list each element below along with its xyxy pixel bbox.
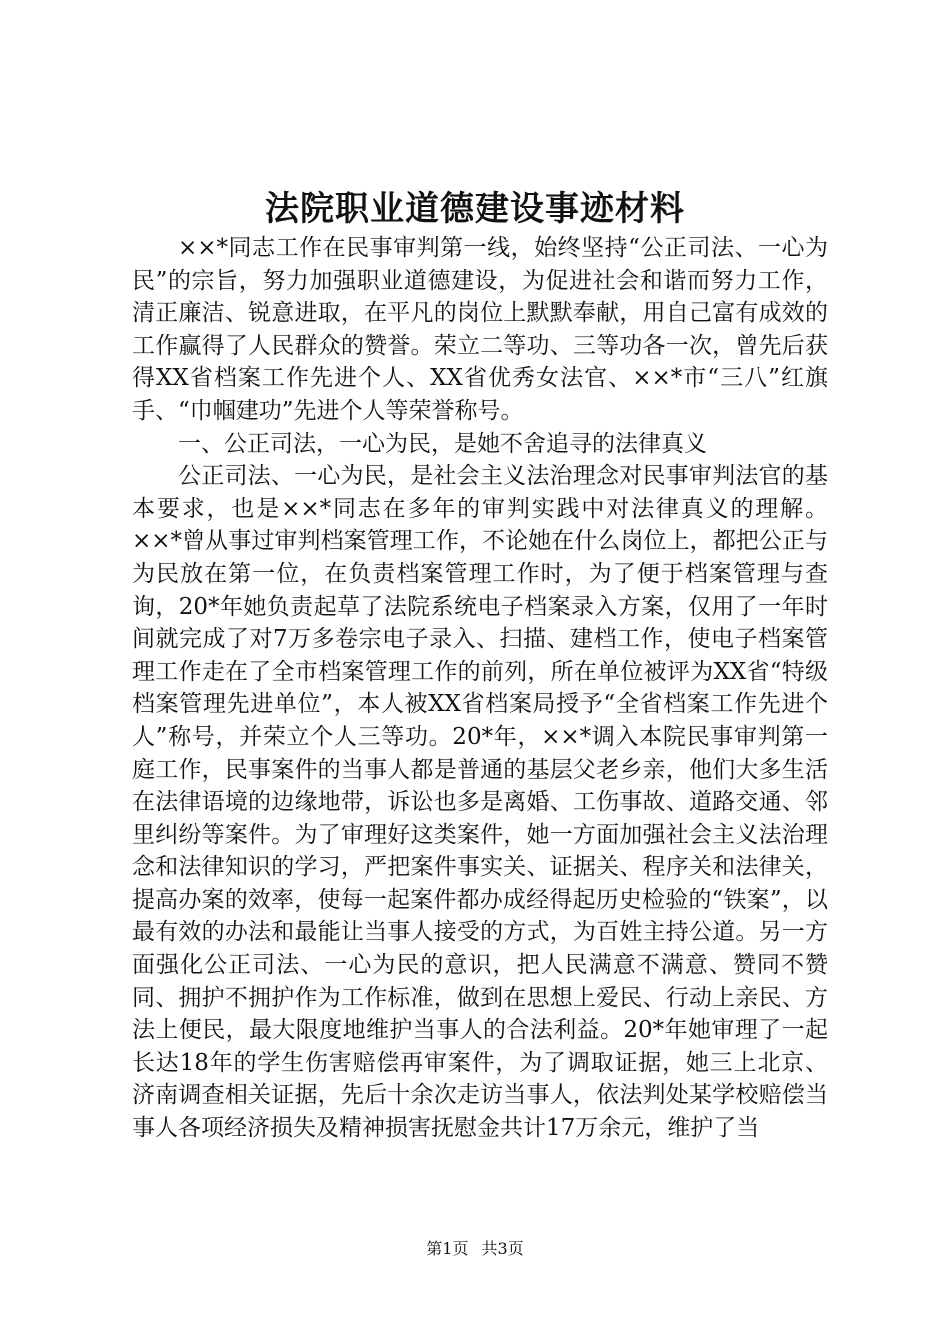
page-total: 共3页	[481, 1239, 524, 1258]
intro-paragraph: ××*同志工作在民事审判第一线，始终坚持“公正司法、一心为民”的宗旨，努力加强职业道德建设，为促进社会和谐而努力工作，清正廉洁、锐意进取，在平凡的岗位上默默奉献，用自己富有成效的工作赢得了人民群众的赞誉。荣立二等功、三等功各一次，曾先后获得XX省档案工作先进个人、XX省优秀女法官、××*市“三八”红旗手、“巾帼建功”先进个人等荣誉称号。	[132, 235, 828, 424]
document-title: 法院职业道德建设事迹材料	[265, 189, 685, 229]
body-paragraph: 公正司法、一心为民，是社会主义法治理念对民事审判法官的基本要求，也是××*同志在多年的审判实践中对法律真义的理解。××*曾从事过审判档案管理工作，不论她在什么岗位上，都把公正与为民放在第一位，在负责档案管理工作时，为了便于档案管理与查询，20*年她负责起草了法院系统电子档案录入方案，仅用了一年时间就完成了对7万多卷宗电子录入、扫描、建档工作，使电子档案管理工作走在了全市档案管理工作的前列，所在单位被评为XX省“特级档案管理先进单位”，本人被XX省档案局授予“全省档案工作先进个人”称号，并荣立个人三等功。20*年，××*调入本院民事审判第一庭工作，民事案件的当事人都是普通的基层父老乡亲，他们大多生活在法律语境的边缘地带，诉讼也多是离婚、工伤事故、道路交通、邻里纠纷等案件。为了审理好这类案件，她一方面加强社会主义法治理念和法律知识的学习，严把案件事实关、证据关、程序关和法律关，提高办案的效率，使每一起案件都办成经得起历史检验的“铁案”，以最有效的办法和最能让当事人接受的方式，为百姓主持公道。另一方面强化公正司法、一心为民的意识，把人民满意不满意、赞同不赞同、拥护不拥护作为工作标准，做到在思想上爱民、行动上亲民、方法上便民，最大限度地维护当事人的合法利益。20*年她审理了一起长达18年的学生伤害赔偿再审案件，为了调取证据，她三上北京、济南调查相关证据，先后十余次走访当事人，依法判处某学校赔偿当事人各项经济损失及精神损害抚慰金共计17万余元，维护了当	[132, 463, 828, 1142]
document-body	[132, 232, 828, 1145]
page-number: 第1页	[426, 1239, 469, 1258]
page-footer	[0, 1238, 950, 1260]
section-heading: 一、公正司法，一心为民，是她不舍追寻的法律真义	[178, 430, 707, 457]
